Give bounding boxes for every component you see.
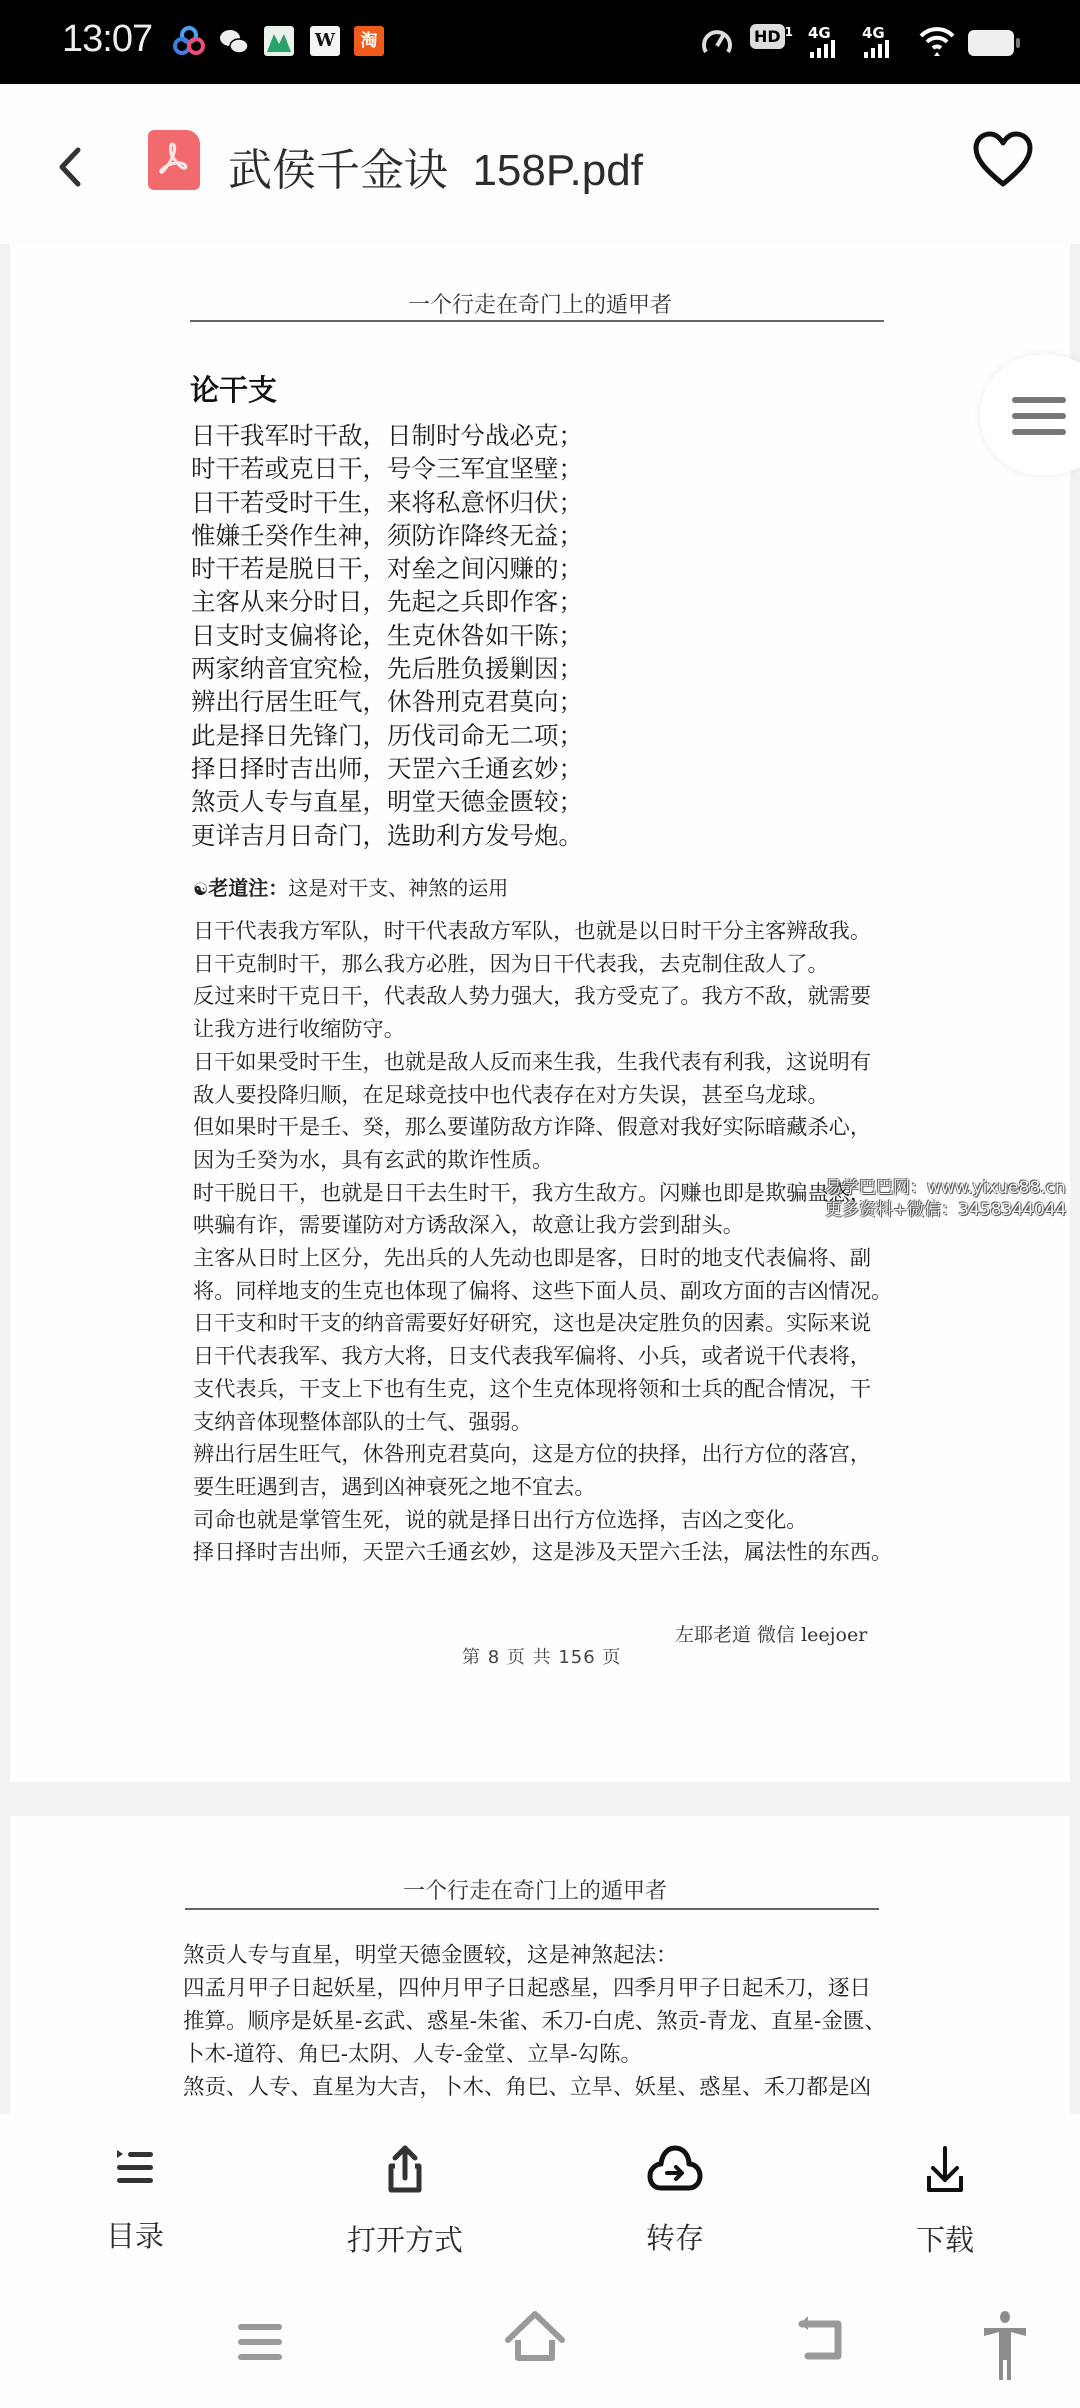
- back-nav-icon: [790, 2310, 850, 2370]
- note-line: 日干如果受时干生，也就是敌人反而来生我，生我代表有利我，这说明有: [193, 1048, 872, 1074]
- note-line: 日干代表我军、我方大将，日支代表我军偏将、小兵，或者说干代表将，: [193, 1343, 872, 1369]
- signal-sim1-icon: 4G: [808, 22, 831, 62]
- verse-line: 时干若是脱日干，对垒之间闪赚的；: [191, 554, 583, 584]
- heart-icon: [972, 130, 1034, 190]
- author-signature: 左耶老道 微信 leejoer: [675, 1624, 868, 1646]
- battery-icon: [968, 30, 1014, 56]
- taobao-icon: 淘: [354, 26, 384, 56]
- download-icon: [921, 2144, 969, 2196]
- download-label: 下载: [915, 2223, 974, 2257]
- body-line: 卜木-道符、角巳-太阴、人专-金堂、立旱-勾陈。: [183, 2042, 643, 2067]
- back-button[interactable]: [50, 142, 90, 192]
- body-line: 煞贡人专与直星，明堂天德金匮较，这是神煞起法：: [183, 1943, 678, 1968]
- note-line: 司命也就是掌管生死，说的就是择日出行方位选择，吉凶之变化。: [193, 1506, 808, 1532]
- pdf-viewer[interactable]: [0, 244, 1080, 2114]
- note-line: 因为壬癸为水，具有玄武的欺诈性质。: [193, 1146, 554, 1172]
- open-with-button[interactable]: [315, 2144, 495, 2274]
- recent-apps-icon: [230, 2310, 290, 2370]
- body-line: 推算。顺序是妖星-玄武、惑星-朱雀、禾刀-白虎、煞贡-青龙、直星-金匮、: [183, 2009, 886, 2034]
- verse-line: 时干若或克日干，号令三军宜坚壁；: [191, 454, 583, 484]
- verse-line: 择日择时吉出师，天罡六壬通玄妙；: [191, 753, 583, 783]
- pdf-page-8: [10, 244, 1070, 1782]
- note-line: 支纳音体现整体部队的士气、强弱。: [193, 1408, 533, 1434]
- watermark: 易学巴巴网：www.yixue88.cn 更多资料+微信：3458344044: [825, 1178, 1067, 1220]
- download-button[interactable]: [855, 2144, 1035, 2274]
- pdf-page-9: [10, 1816, 1070, 2114]
- verse-line: 两家纳音宜究检，先后胜负援剿因；: [191, 654, 583, 684]
- verse-line: 辨出行居生旺气，休咎刑克君莫向；: [191, 687, 583, 717]
- note-line: 让我方进行收缩防守。: [193, 1016, 405, 1042]
- verse-line: 日干若受时干生，来将私意怀归伏；: [191, 487, 583, 517]
- header-rule: [185, 1908, 879, 1910]
- note-line: 主客从日时上区分，先出兵的人先动也即是客，日时的地支代表偏将、副: [193, 1245, 872, 1271]
- file-title: 武侯千金诀 158P.pdf: [228, 146, 643, 195]
- note-line: 日干支和时干支的纳音需要好好研究，这也是决定胜负的因素。实际来说: [193, 1310, 872, 1336]
- home-icon: [500, 2310, 570, 2370]
- note-line: 敌人要投降归顺，在足球竞技中也代表存在对方失误，甚至乌龙球。: [193, 1081, 829, 1107]
- note-line: 但如果时干是壬、癸，那么要谨防敌方诈降、假意对我好实际暗藏杀心，: [193, 1114, 872, 1140]
- save-to-cloud-button[interactable]: [585, 2144, 765, 2274]
- mountain-app-icon: [264, 26, 294, 56]
- verse-line: 主客从来分时日，先起之兵即作客；: [191, 587, 583, 617]
- wps-icon: W: [310, 26, 340, 56]
- recent-apps-button[interactable]: [230, 2310, 310, 2380]
- table-of-contents-icon: [111, 2144, 159, 2192]
- open-with-label: 打开方式: [346, 2223, 463, 2257]
- signal-sim2-icon: 4G: [862, 22, 885, 62]
- hamburger-icon-bar: [1012, 413, 1066, 419]
- wifi-icon: [918, 24, 956, 62]
- accessibility-icon: [980, 2310, 1030, 2380]
- toc-button[interactable]: [45, 2144, 225, 2274]
- note-line: 日干代表我方军队，时干代表敌方军队，也就是以日时干分主客辨敌我。: [193, 918, 872, 943]
- status-time: 13:07: [62, 18, 153, 60]
- accessibility-button[interactable]: [980, 2310, 1060, 2380]
- verse-line: 更详吉月日奇门，选助利方发号炮。: [191, 820, 583, 850]
- header-rule: [190, 320, 884, 322]
- note-line: 哄骗有诈，需要谨防对方诱敌深入，故意让我方尝到甜头。: [193, 1212, 744, 1238]
- chevron-left-icon: [50, 142, 90, 192]
- note-line: 辨出行居生旺气，休咎刑克君莫向，这是方位的抉择，出行方位的落宫，: [193, 1441, 872, 1467]
- verse-line: 日支时支偏将论，生克休咎如干陈；: [191, 620, 583, 650]
- pdf-file-icon: [148, 130, 200, 190]
- verse-line: 煞贡人专与直星，明堂天德金匮较；: [191, 787, 583, 817]
- note-line: 要生旺遇到吉，遇到凶神衰死之地不宜去。: [193, 1473, 596, 1499]
- baidu-netdisk-icon: [172, 26, 206, 60]
- yin-yang-icon: ☯: [193, 880, 209, 900]
- section-heading: 论干支: [190, 373, 278, 407]
- verse-line: 惟嫌壬癸作生神，须防诈降终无益；: [191, 520, 583, 550]
- running-header: 一个行走在奇门上的遁甲者: [407, 293, 672, 318]
- verse-line: 日干我军时干敌，日制时兮战必克；: [191, 421, 583, 450]
- cloud-save-icon: [647, 2144, 703, 2194]
- favorite-button[interactable]: [972, 130, 1034, 190]
- verse-line: 此是择日先锋门，历伐司命无二项；: [191, 720, 583, 750]
- system-nav-bar: [0, 2290, 1080, 2408]
- running-header: 一个行走在奇门上的遁甲者: [402, 1879, 667, 1904]
- home-button[interactable]: [500, 2310, 580, 2380]
- note-line: 日干克制时干，那么我方必胜，因为日干代表我，去克制住敌人了。: [193, 950, 829, 976]
- note-label: ☯老道注：这是对干支、神煞的运用: [193, 876, 509, 900]
- note-line: 支代表兵，干支上下也有生克，这个生克体现将领和士兵的配合情况，干: [193, 1375, 872, 1401]
- body-line: 四孟月甲子日起妖星，四仲月甲子日起惑星，四季月甲子日起禾刀，逐日: [183, 1976, 872, 2001]
- note-line: 反过来时干克日干，代表敌人势力强大，我方受克了。我方不敌，就需要: [193, 983, 872, 1009]
- note-line: 择日择时吉出师，天罡六壬通玄妙，这是涉及天罡六壬法，属法性的东西。: [193, 1539, 893, 1565]
- wechat-icon: [218, 27, 250, 61]
- share-open-with-icon: [381, 2144, 429, 2196]
- page-number: 第 8 页 共 156 页: [462, 1647, 622, 1668]
- page-body: [183, 1939, 903, 2104]
- hamburger-icon-bar: [1012, 429, 1066, 435]
- bottom-toolbar: [0, 2114, 1080, 2290]
- note-body: [193, 915, 903, 1569]
- note-line: 将。同样地支的生克也体现了偏将、这些下面人员、副攻方面的吉凶情况。: [193, 1277, 893, 1303]
- back-nav-button[interactable]: [790, 2310, 870, 2380]
- note-line: 时干脱日干，也就是日干去生时干，我方生敌方。闪赚也即是欺骗蛊惑，: [193, 1179, 872, 1205]
- body-line: 煞贡、人专、直星为大吉，卜木、角巳、立旱、妖星、惑星、禾刀都是凶: [183, 2075, 872, 2100]
- verse-block: [191, 419, 583, 852]
- toc-label: 目录: [105, 2219, 164, 2253]
- speedometer-icon: [700, 24, 734, 62]
- app-header: [0, 84, 1080, 244]
- hamburger-icon: [1012, 397, 1066, 403]
- status-bar: [0, 0, 1080, 84]
- hd-voice-icon: HD $^1$: [750, 24, 793, 64]
- save-to-cloud-label: 转存: [645, 2221, 704, 2255]
